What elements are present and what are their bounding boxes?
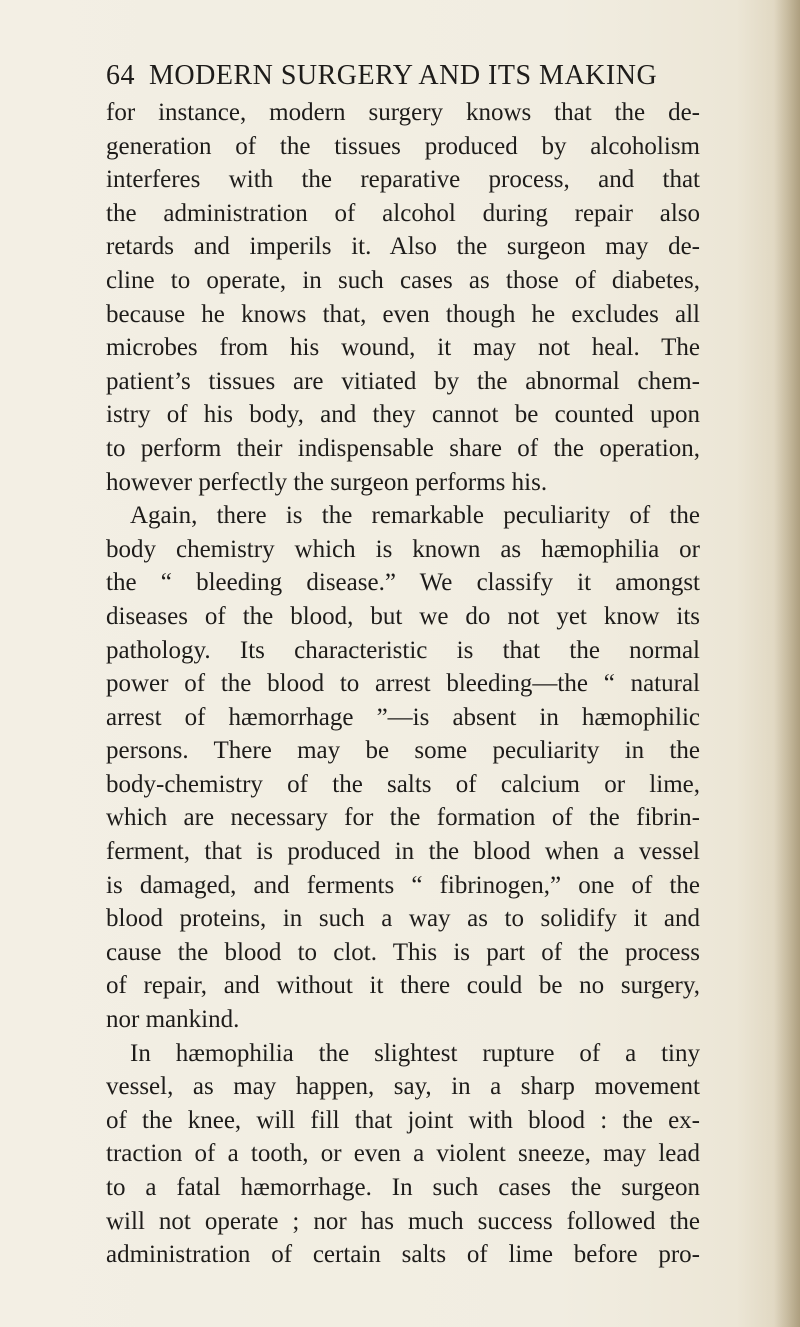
text-line: persons. There may be some peculiarity in the bbox=[106, 737, 700, 765]
text-line: vessel, as may happen, say, in a sharp movement bbox=[106, 1073, 700, 1101]
text-line: diseases of the blood, but we do not yet know its bbox=[106, 602, 700, 630]
text-line: nor mankind. bbox=[106, 1006, 240, 1034]
text-line: to a fatal hæmorrhage. In such cases the surgeon bbox=[106, 1174, 700, 1201]
text-line: however perfectly the surgeon performs his. bbox=[106, 468, 548, 496]
text-line: of repair, and without it there could be no surgery, bbox=[106, 972, 700, 1000]
text-line: Again, there is the remarkable peculiarity of the bbox=[130, 502, 700, 530]
body-text bbox=[106, 96, 700, 1272]
text-line: blood proteins, in such a way as to solidify it and bbox=[106, 905, 700, 933]
text-line: generation of the tissues produced by alcoholism bbox=[106, 132, 700, 160]
text-line: body chemistry which is known as hæmophilia or bbox=[106, 535, 700, 563]
text-line: patient’s tissues are vitiated by the abnormal chem- bbox=[106, 367, 700, 395]
text-line: interferes with the reparative process, and that bbox=[106, 166, 700, 194]
text-line: will not operate ; nor has much success followed the bbox=[106, 1207, 700, 1235]
text-line: microbes from his wound, it may not heal. The bbox=[106, 334, 700, 362]
text-line: arrest of hæmorrhage ”—is absent in hæmophilic bbox=[106, 703, 700, 731]
text-line: the “ bleeding disease.” We classify it amongst bbox=[106, 569, 700, 597]
text-line: pathology. Its characteristic is that the normal bbox=[106, 636, 700, 664]
text-line: traction of a tooth, or even a violent sneeze, may lead bbox=[106, 1140, 700, 1168]
running-title: MODERN SURGERY AND ITS MAKING bbox=[149, 60, 658, 91]
text-line: cline to operate, in such cases as those of diabetes, bbox=[106, 266, 700, 294]
text-line: of the knee, will fill that joint with blood : the ex- bbox=[106, 1106, 700, 1134]
text-line: body-chemistry of the salts of calcium or lime, bbox=[106, 770, 700, 798]
text-line: to perform their indispensable share of the operation, bbox=[106, 434, 700, 462]
text-line: power of the blood to arrest bleeding—the “ natural bbox=[106, 670, 700, 698]
text-line: because he knows that, even though he excludes all bbox=[106, 300, 700, 328]
running-header bbox=[106, 58, 696, 94]
text-line: retards and imperils it. Also the surgeon may de- bbox=[106, 233, 700, 261]
text-line: which are necessary for the formation of the fibrin- bbox=[106, 804, 700, 832]
text-line: for instance, modern surgery knows that the de- bbox=[106, 99, 700, 126]
text-line: is damaged, and ferments “ fibrinogen,” one of the bbox=[106, 871, 700, 899]
page-edge-shadow bbox=[774, 0, 800, 1327]
text-line: In hæmophilia the slightest rupture of a tiny bbox=[130, 1039, 700, 1067]
text-line: ferment, that is produced in the blood when a vessel bbox=[106, 838, 700, 866]
text-line: istry of his body, and they cannot be counted upon bbox=[106, 401, 700, 429]
text-line: administration of certain salts of lime before pro- bbox=[106, 1241, 700, 1269]
text-line: the administration of alcohol during repair also bbox=[106, 199, 700, 227]
text-line: cause the blood to clot. This is part of the process bbox=[106, 938, 700, 966]
page-number: 64 bbox=[106, 60, 135, 91]
